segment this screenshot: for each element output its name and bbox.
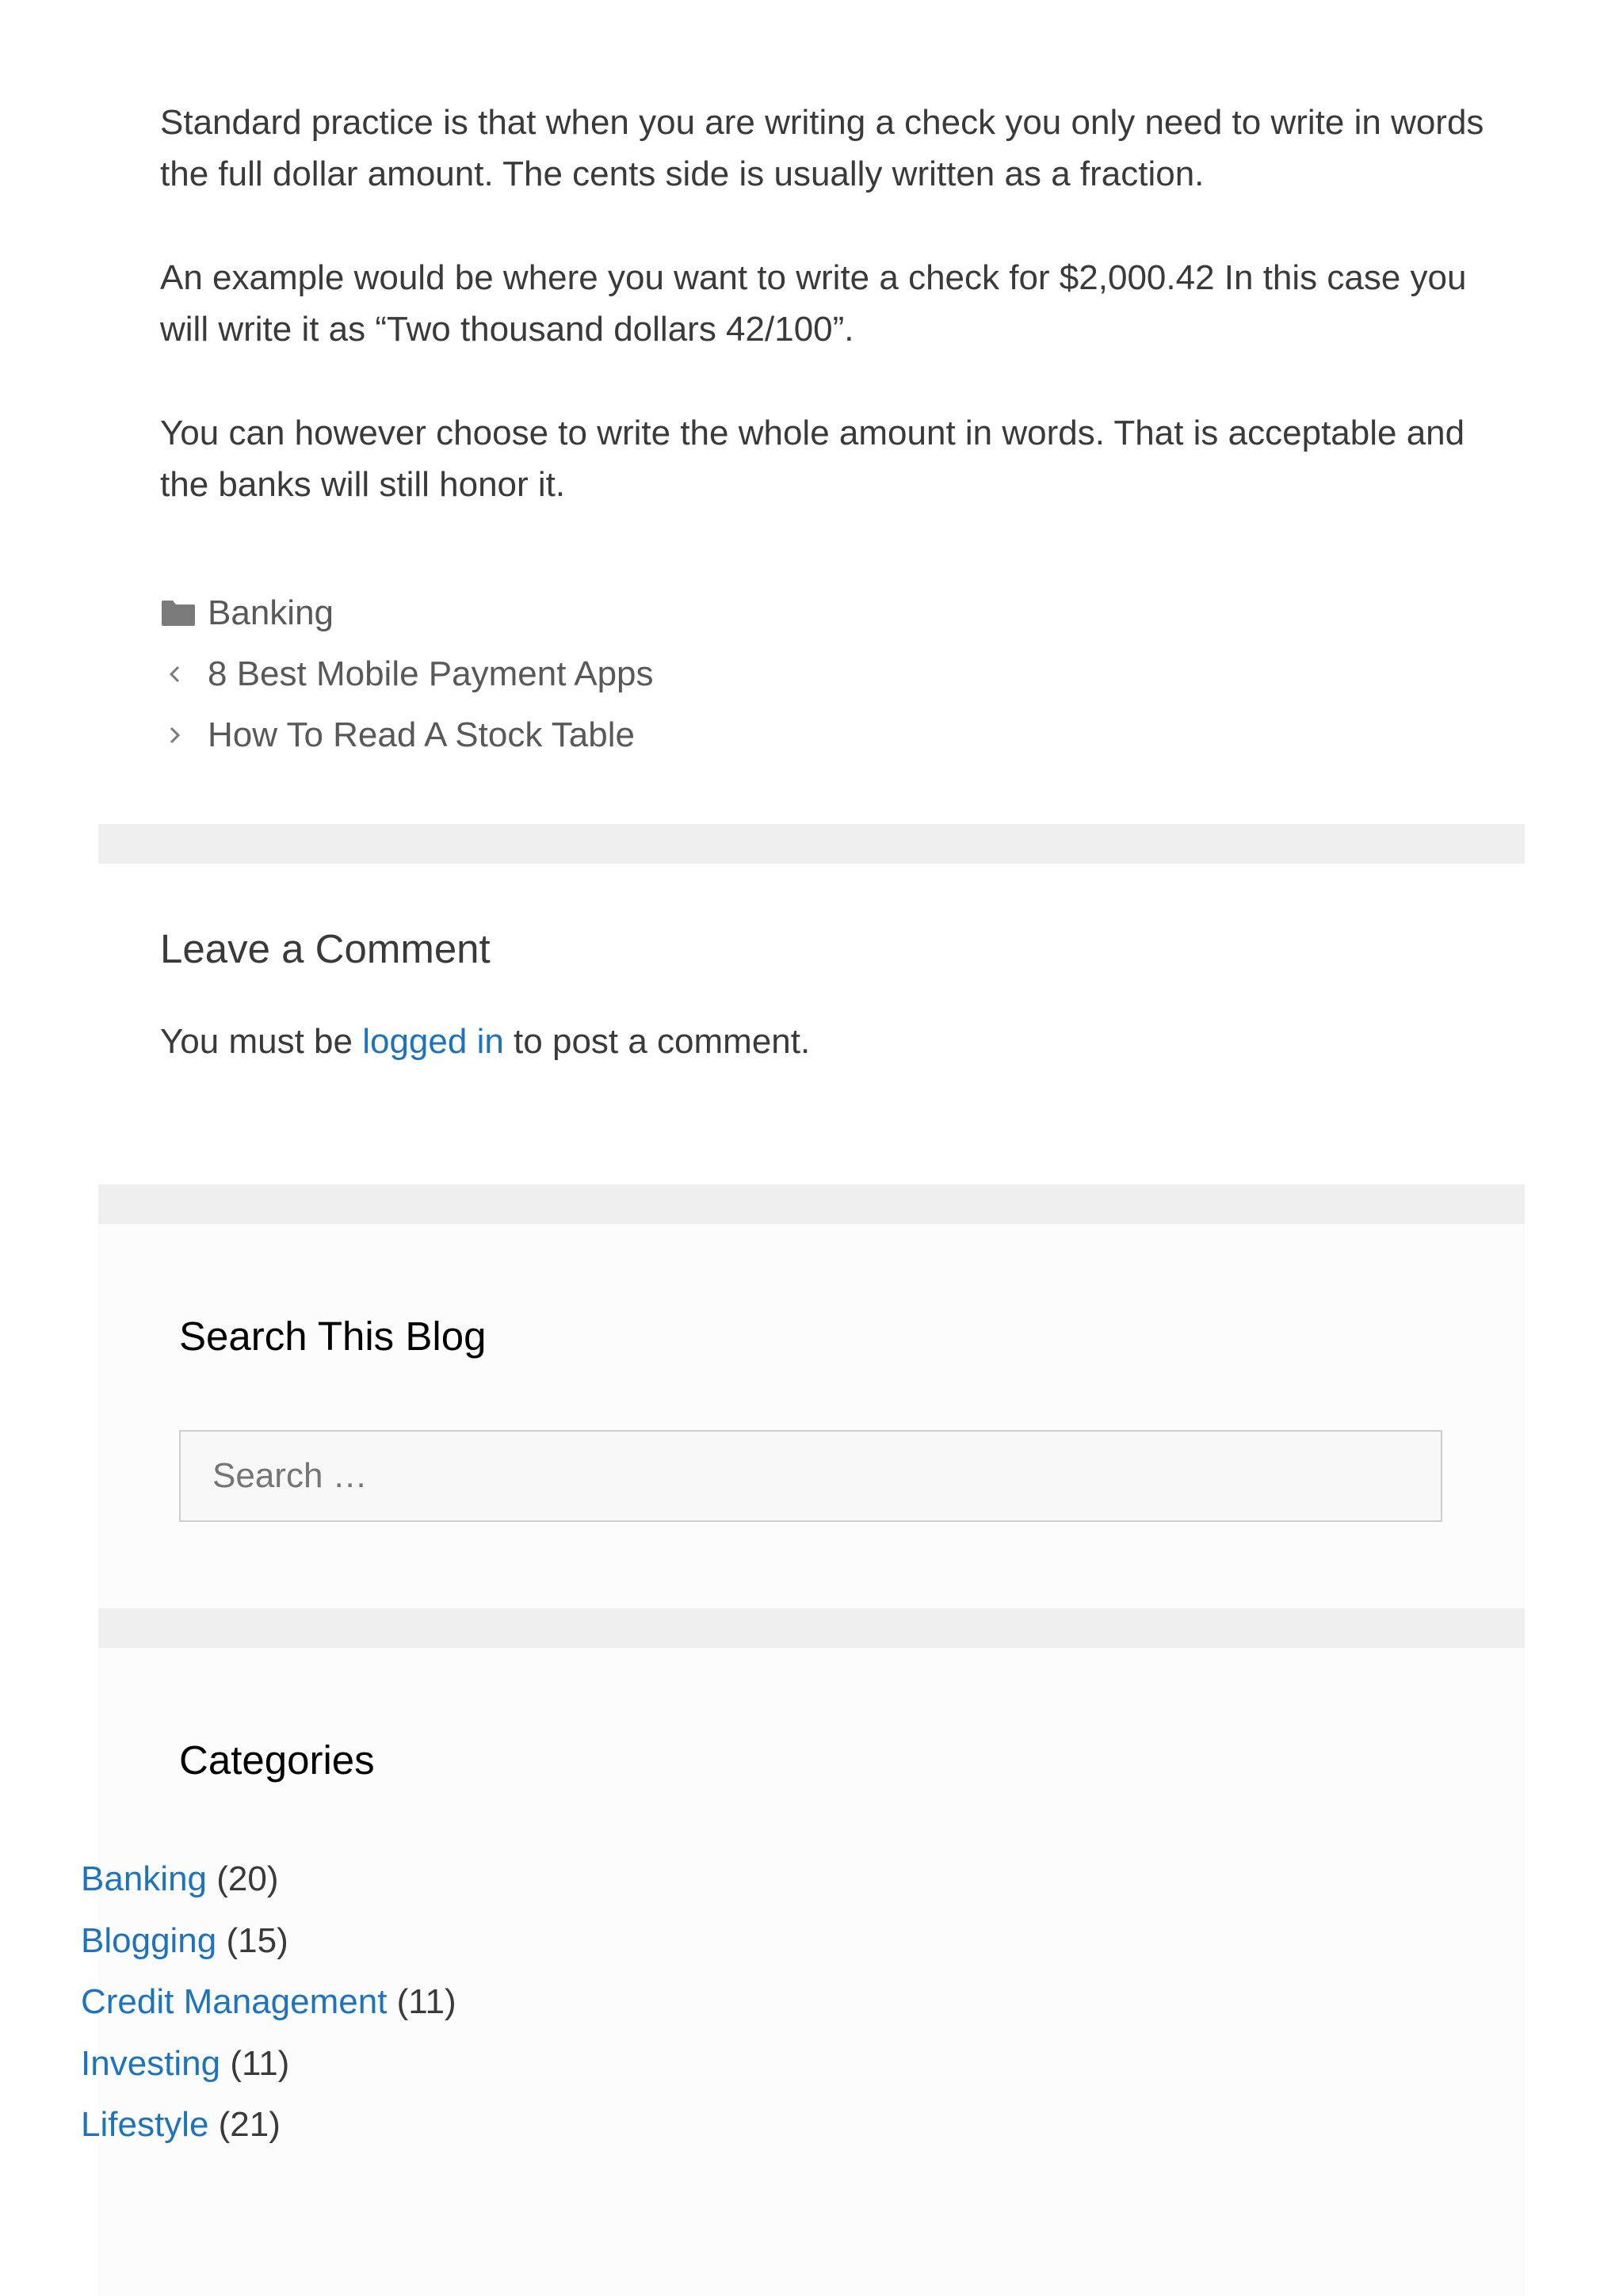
article-paragraph: Standard practice is that when you are writing a check you only need to write in words the full dollar amount. The cents side is usually written as a fraction. xyxy=(160,103,1484,193)
folder-icon xyxy=(160,595,197,631)
category-meta xyxy=(160,582,1491,643)
previous-post-link[interactable]: 8 Best Mobile Payment Apps xyxy=(208,654,654,693)
article-paragraph: An example would be where you want to write a check for $2,000.42 In this case you will write it as “Two thousand dollars 42/100”. xyxy=(160,258,1467,349)
article-content xyxy=(98,0,1525,824)
category-list xyxy=(81,1848,456,2156)
login-required-note xyxy=(160,1022,810,1062)
login-link[interactable]: logged in xyxy=(362,1022,504,1061)
category-link-investing[interactable]: Investing xyxy=(81,2043,221,2083)
search-widget-title: Search This Blog xyxy=(179,1314,487,1359)
category-count: (20) xyxy=(216,1859,279,1898)
previous-post-nav xyxy=(160,643,1491,704)
chevron-left-icon xyxy=(160,656,197,692)
list-item xyxy=(81,2094,456,2156)
next-post-nav xyxy=(160,704,1491,765)
next-post-link[interactable]: How To Read A Stock Table xyxy=(208,715,635,754)
category-count: (11) xyxy=(230,2043,290,2083)
note-text-after: to post a comment. xyxy=(503,1022,811,1061)
list-item xyxy=(81,1910,456,1972)
category-link-banking[interactable]: Banking xyxy=(81,1859,208,1898)
list-item xyxy=(81,2033,456,2095)
category-link-credit-management[interactable]: Credit Management xyxy=(81,1982,388,2021)
category-link[interactable]: Banking xyxy=(208,593,334,632)
article-paragraph: You can however choose to write the whole amount in words. That is acceptable and the banks will still honor it. xyxy=(160,414,1465,504)
section-divider xyxy=(98,1184,1525,1224)
comments-section xyxy=(98,864,1525,1184)
list-item xyxy=(81,1971,456,2033)
comments-heading: Leave a Comment xyxy=(160,926,491,971)
category-link-blogging[interactable]: Blogging xyxy=(81,1920,217,1960)
search-widget xyxy=(98,1224,1525,1608)
section-divider xyxy=(98,1608,1525,1648)
categories-widget-title: Categories xyxy=(179,1737,375,1783)
note-text-before: You must be xyxy=(160,1022,363,1061)
category-count: (21) xyxy=(218,2105,281,2144)
post-meta xyxy=(160,582,1491,765)
search-input[interactable] xyxy=(179,1430,1442,1522)
section-divider xyxy=(98,824,1525,864)
chevron-right-icon xyxy=(160,717,197,753)
category-link-lifestyle[interactable]: Lifestyle xyxy=(81,2105,209,2144)
category-count: (15) xyxy=(226,1920,288,1960)
list-item xyxy=(81,1848,456,1910)
article-body xyxy=(160,97,1491,563)
category-count: (11) xyxy=(396,1982,456,2021)
